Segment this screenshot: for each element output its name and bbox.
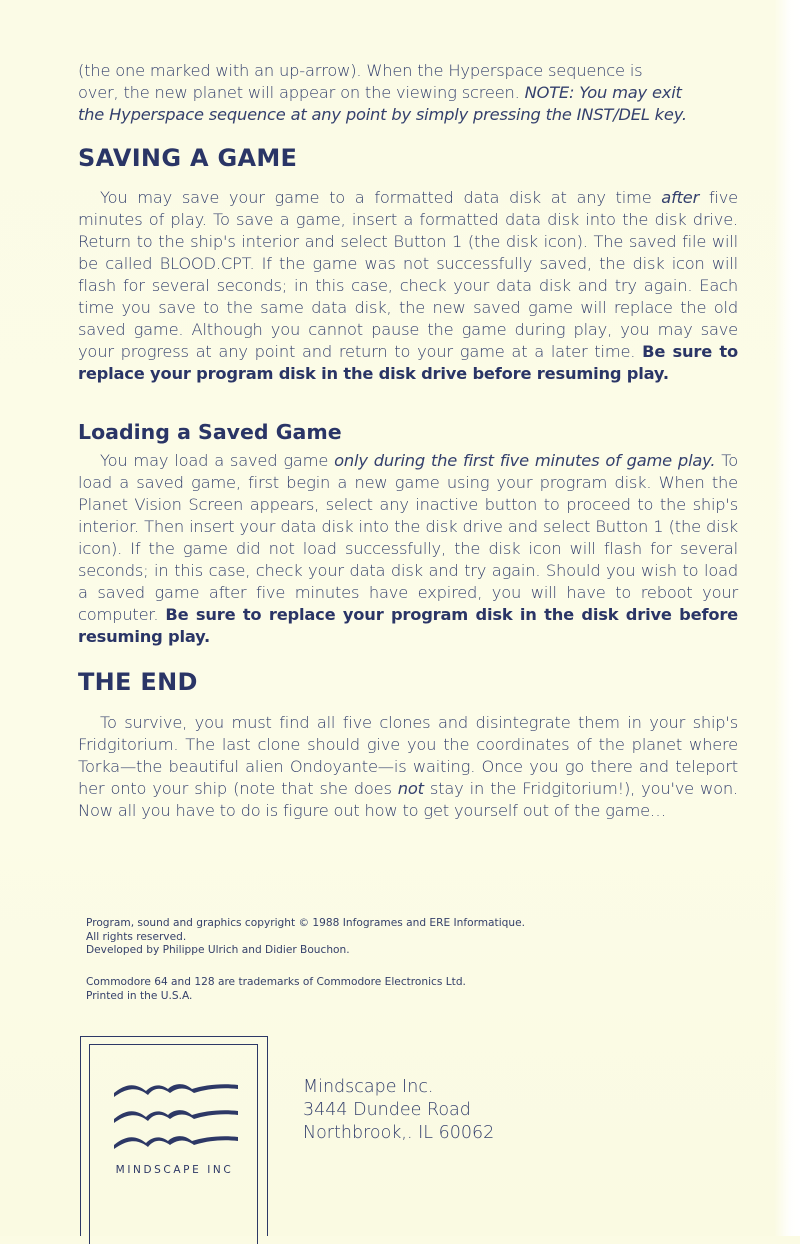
intro-line-2-text: over, the new planet will appear on the viewing screen.: [78, 83, 525, 102]
loading-text: [78, 450, 738, 648]
saving-text-b: five minutes of play. To save a game, insert a formatted data disk into the disk drive. Return to the ship's interior and select Button 1 (the disk icon). The saved file will be called BLOOD.CPT. If the game was not successfully saved, the disk icon will flash for several seconds; in this case, check your data disk and try again. Each time you save to the same data disk, the new saved game will replace the old saved game. Although you cannot pause the game during play, you may save your progress at any point and return to your game at a later time.: [78, 188, 738, 361]
trademark-block: [86, 976, 466, 1003]
loading-text-a: You may load a saved game: [100, 451, 335, 470]
intro-line-3: the Hyperspace sequence at any point by simply pressing the INST/DEL key.: [78, 105, 687, 124]
end-text-b: stay in the Fridgitorium!), you've won. Now all you have to do is figure out how to get yourself out of the game…: [78, 779, 738, 820]
mindscape-logo-frame: [80, 1036, 268, 1236]
mindscape-logo-inner-frame: [89, 1044, 258, 1244]
end-not-italic: not: [397, 779, 424, 798]
loading-heading: Loading a Saved Game: [78, 420, 342, 444]
credits-copyright: Program, sound and graphics copyright © 1988 Infogrames and ERE Informatique.: [86, 917, 525, 929]
saving-text: [78, 187, 738, 385]
credits-trademark: Commodore 64 and 128 are trademarks of Commodore Electronics Ltd.: [86, 976, 466, 988]
saving-after-italic: after: [661, 188, 700, 207]
company-address: [303, 1076, 494, 1145]
end-heading: THE END: [78, 668, 198, 696]
address-company: Mindscape Inc.: [303, 1077, 434, 1097]
loading-bold-note: Be sure to replace your program disk in the disk drive before resuming play.: [78, 605, 738, 646]
page-edge: [774, 0, 800, 1236]
credits-block: [86, 917, 525, 958]
end-text: [78, 712, 738, 822]
saving-bold-note: Be sure to replace your program disk in the disk drive before resuming play.: [78, 342, 738, 383]
address-street: 3444 Dundee Road: [303, 1100, 471, 1120]
intro-note-italic: NOTE: You may exit: [524, 83, 682, 102]
saving-heading: SAVING A GAME: [78, 144, 298, 172]
mindscape-logo-label: MINDSCAPE INC: [115, 1164, 234, 1176]
loading-italic: only during the first five minutes of game play.: [334, 451, 716, 470]
intro-line-1: (the one marked with an up-arrow). When the Hyperspace sequence is: [78, 61, 643, 80]
intro-paragraph: [78, 60, 738, 126]
end-text-a: To survive, you must find all five clones and disintegrate them in your ship's Fridgitorium. The last clone should give you the coordinates of the planet where Torka—the beautiful alien Ondoyante—is waiting. Once you go there and teleport her onto your ship (note that she does: [78, 713, 738, 798]
mindscape-wave-logo-icon: [112, 1079, 240, 1157]
saving-paragraph: [78, 187, 738, 385]
loading-text-b: To load a saved game, first begin a new game using your program disk. When the Planet Vision Screen appears, select any inactive button to proceed to the ship's interior. Then insert your data disk into the disk drive and select Button 1 (the disk icon). If the game did not load successfully, the disk icon will flash for several seconds; in this case, check your data disk and try again. Should you wish to load a saved game after five minutes have expired, you will have to reboot your computer.: [78, 451, 739, 624]
credits-developers: Developed by Philippe Ulrich and Didier Bouchon.: [86, 944, 350, 956]
credits-printed: Printed in the U.S.A.: [86, 989, 193, 1002]
address-city: Northbrook,. IL 60062: [303, 1123, 495, 1143]
credits-rights: All rights reserved.: [86, 930, 187, 943]
loading-paragraph: [78, 450, 738, 648]
saving-text-a: You may save your game to a formatted data disk at any time: [100, 188, 662, 207]
intro-line-2: [78, 82, 738, 104]
end-paragraph: [78, 712, 738, 822]
